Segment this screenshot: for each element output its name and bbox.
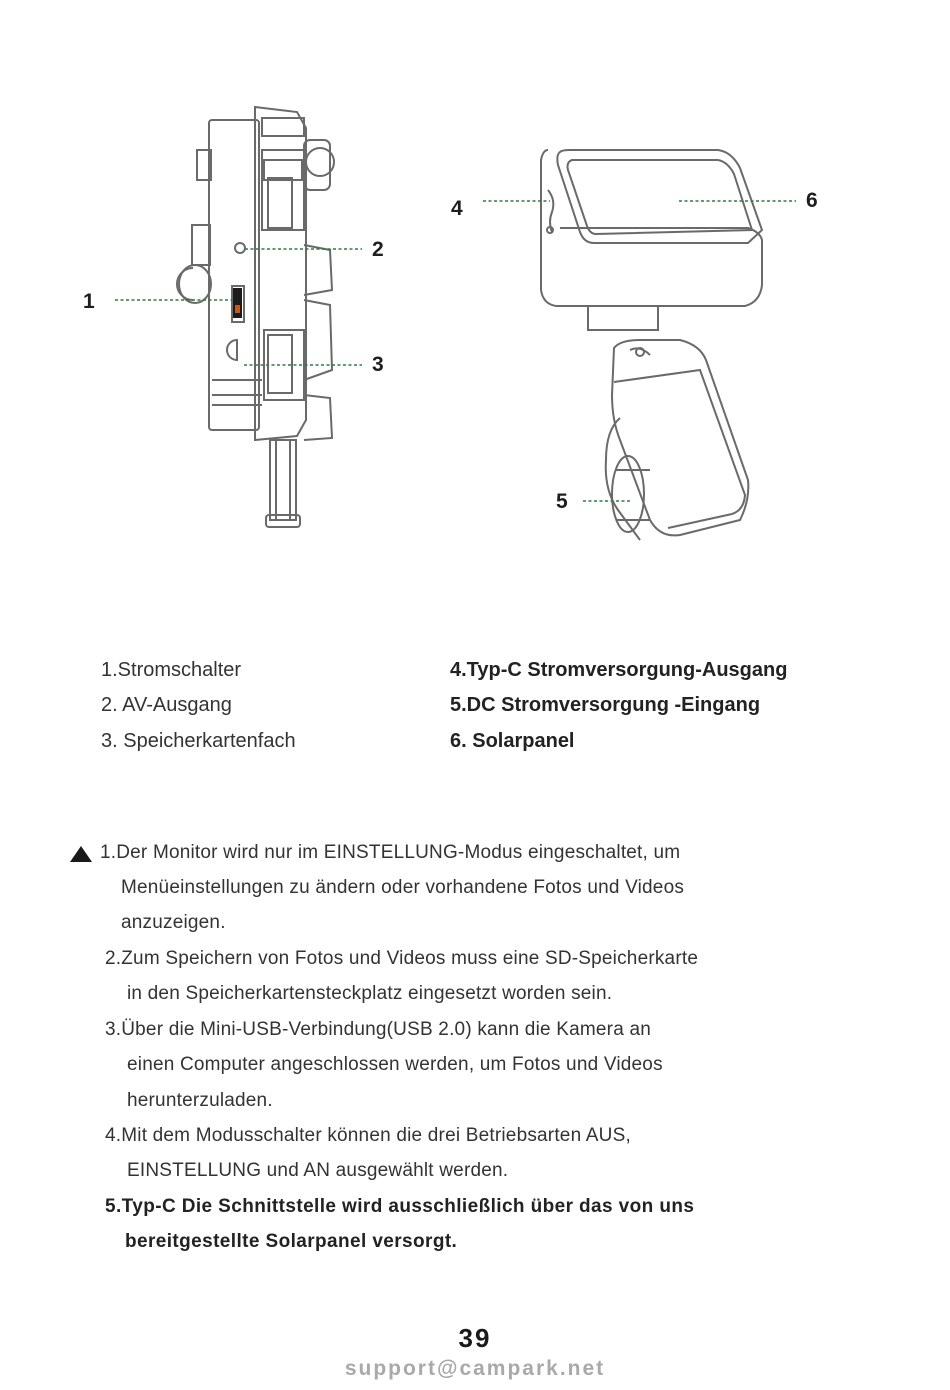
legend-item: 6. Solarpanel	[450, 730, 575, 752]
note-line: 1.Der Monitor wird nur im EINSTELLUNG-Modus eingeschaltet, um	[100, 842, 681, 863]
note-line: in den Speicherkartensteckplatz eingesetzt worden sein.	[127, 983, 613, 1004]
legend-item: 1.Stromschalter	[101, 659, 242, 681]
note-line: einen Computer angeschlossen werden, um Fotos und Videos	[127, 1054, 663, 1075]
legend-item: 5.DC Stromversorgung -Eingang	[450, 694, 761, 716]
warning-triangle-icon	[70, 846, 92, 862]
diagram-svg	[0, 0, 950, 600]
legend-item: 4.Typ-C Stromversorgung-Ausgang	[450, 659, 788, 681]
note-line: EINSTELLUNG und AN ausgewählt werden.	[127, 1160, 509, 1181]
legend-item: 3. Speicherkartenfach	[101, 730, 296, 752]
camera-side-view	[177, 107, 334, 527]
device-diagram	[0, 0, 950, 600]
callout-3: 3	[372, 353, 384, 376]
callout-4: 4	[451, 197, 463, 220]
legend-item: 2. AV-Ausgang	[101, 694, 232, 716]
note-line: anzuzeigen.	[121, 912, 226, 933]
callout-lines	[115, 201, 796, 501]
note-line: Menüeinstellungen zu ändern oder vorhandene Fotos und Videos	[121, 877, 685, 898]
note-line: bereitgestellte Solarpanel versorgt.	[125, 1231, 458, 1252]
callout-1: 1	[83, 290, 95, 313]
power-switch-slider	[235, 305, 240, 313]
callout-5: 5	[556, 490, 568, 513]
note-line: herunterzuladen.	[127, 1090, 273, 1111]
page-number: 39	[458, 1323, 492, 1353]
callout-2: 2	[372, 238, 384, 261]
mount-bracket-view	[606, 340, 749, 540]
av-port-mark	[235, 243, 245, 253]
note-line: 3.Über die Mini-USB-Verbindung(USB 2.0) kann die Kamera an	[105, 1019, 651, 1040]
solar-panel-view	[541, 150, 762, 330]
note-line: 4.Mit dem Modusschalter können die drei Betriebsarten AUS,	[105, 1125, 631, 1146]
power-switch-mark	[233, 288, 242, 318]
note-line: 2.Zum Speichern von Fotos und Videos muss eine SD-Speicherkarte	[105, 948, 699, 969]
support-email: support@campark.net	[344, 1357, 606, 1380]
note-line: 5.Typ-C Die Schnittstelle wird ausschließlich über das von uns	[105, 1196, 695, 1217]
callout-6: 6	[806, 189, 818, 212]
